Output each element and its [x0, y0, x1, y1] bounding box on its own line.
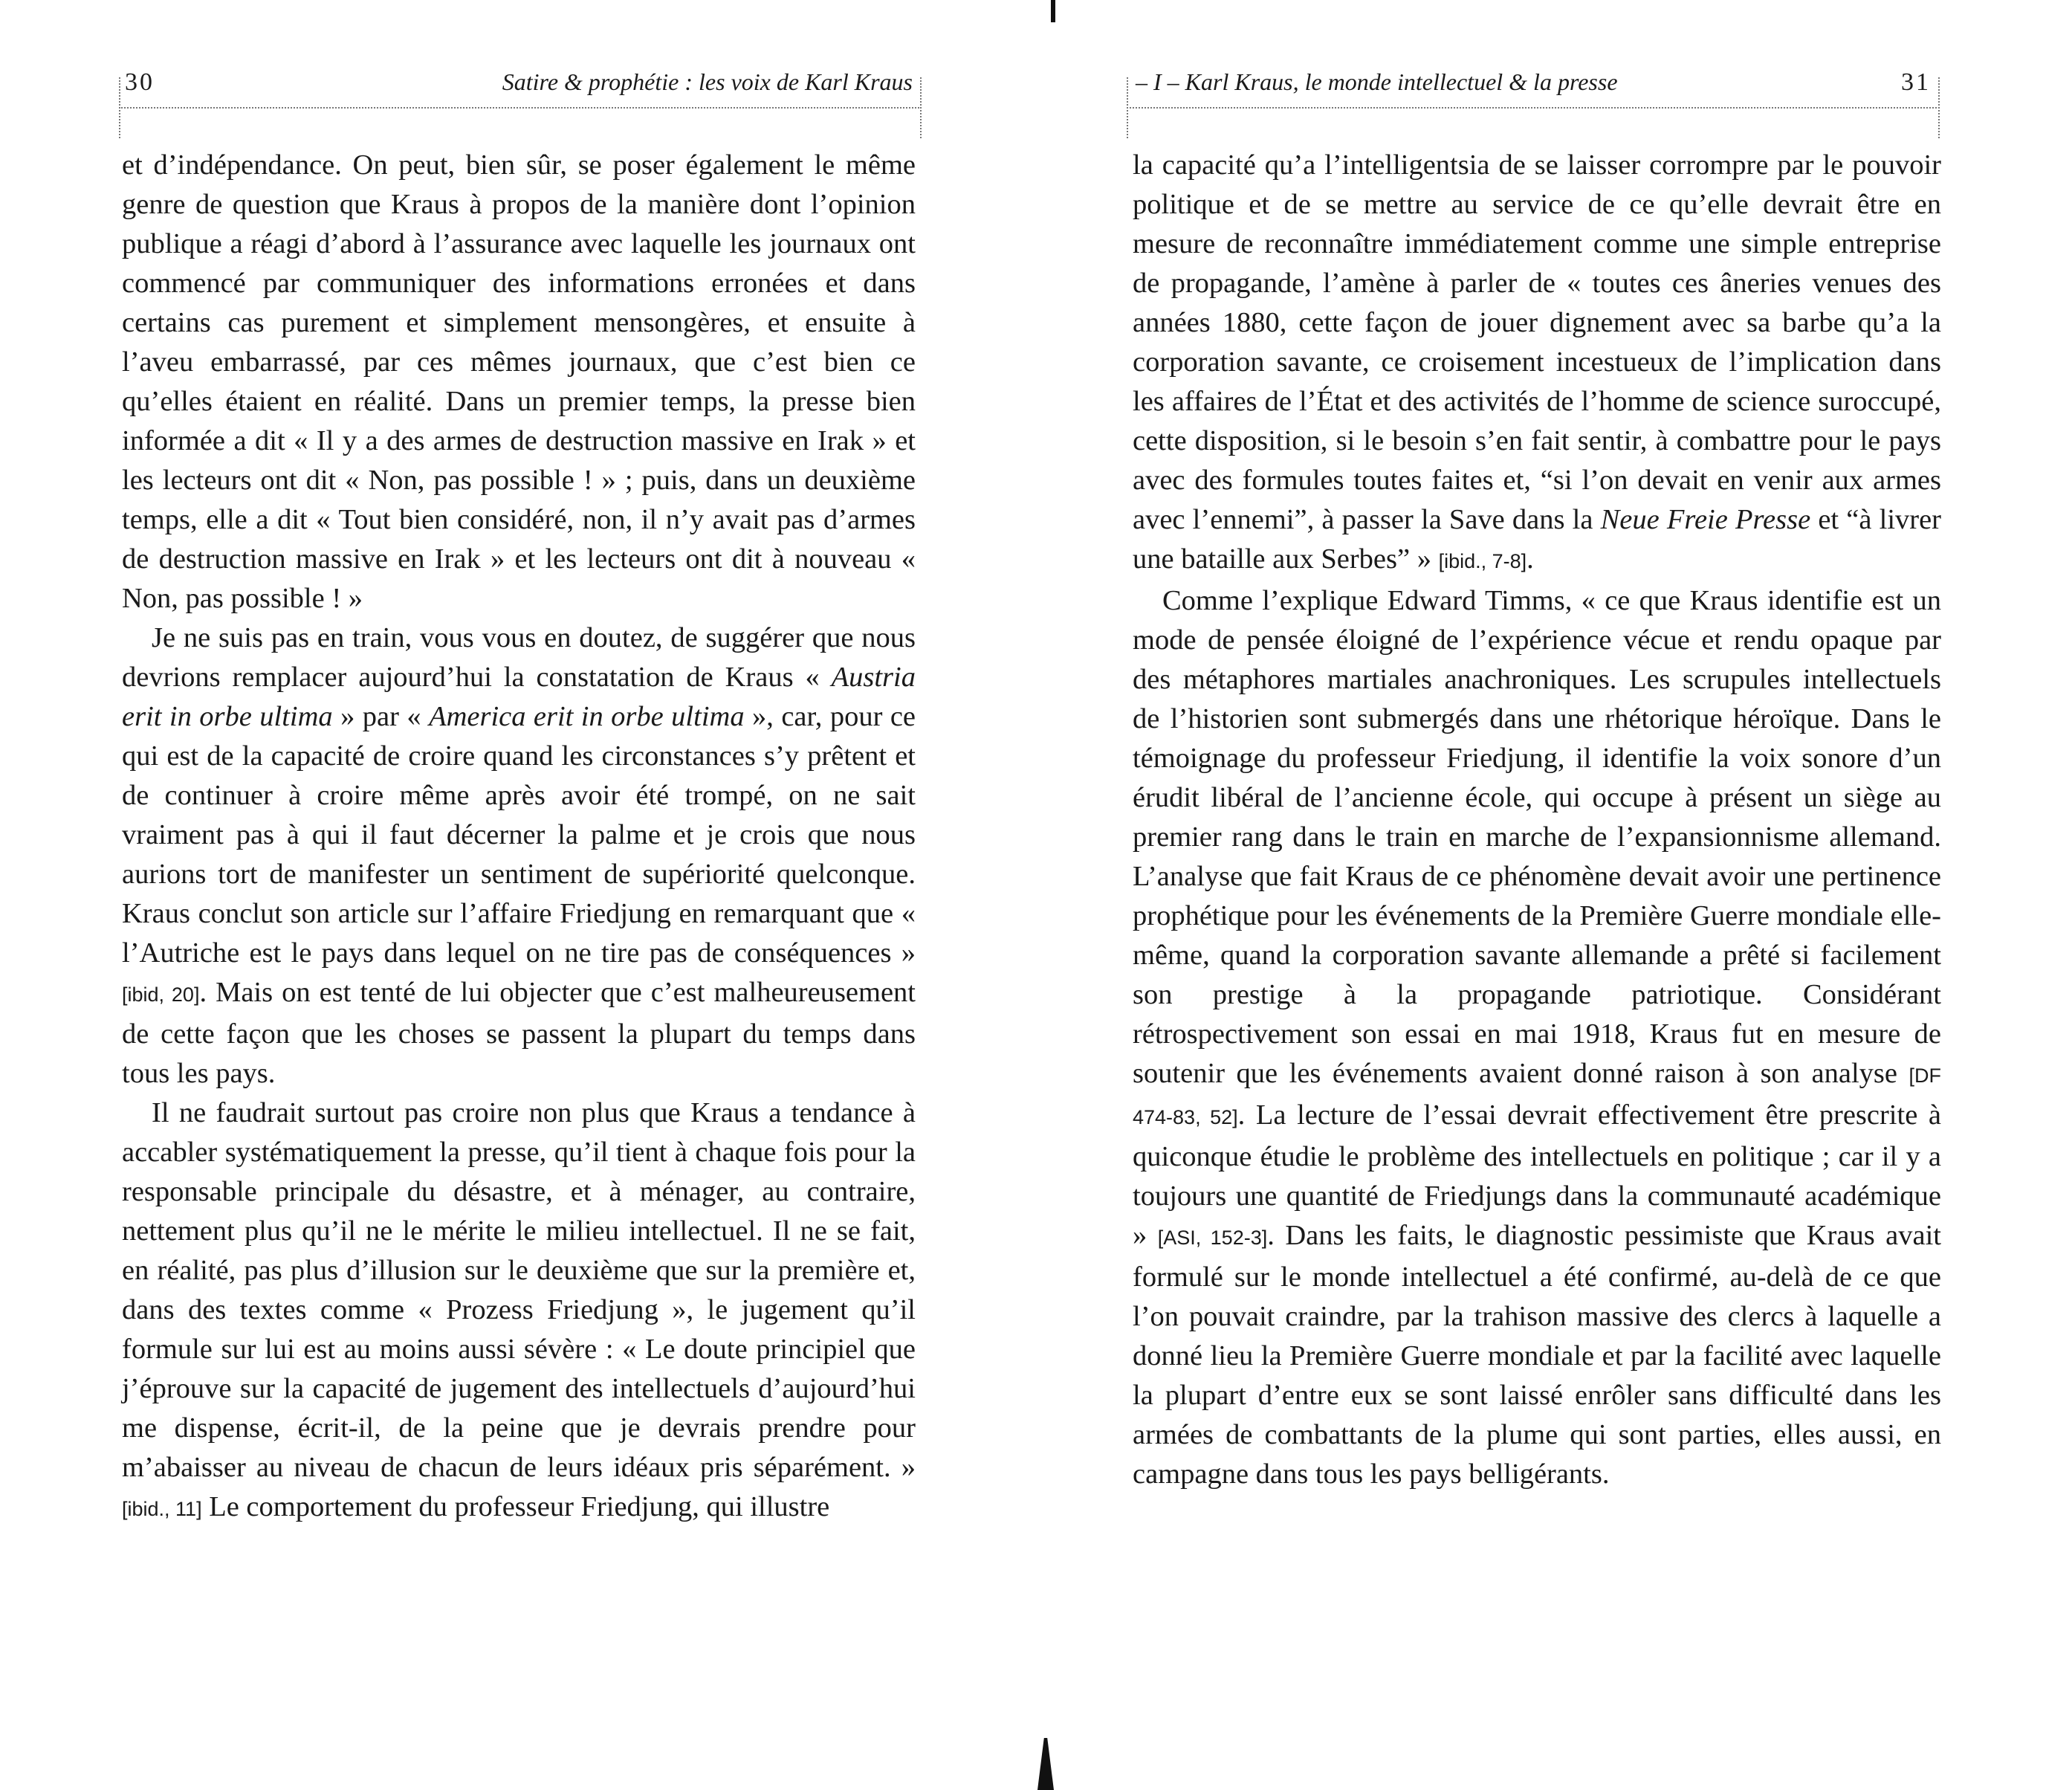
header-rule	[119, 107, 922, 109]
crop-mark	[920, 77, 922, 138]
citation: [DF 474-83, 52]	[1133, 1064, 1941, 1128]
paragraph: et d’indépendance. On peut, bien sûr, se poser également le même genre de question que Kraus à propos de la manière dont l’opinion publique a réagi d’abord à l’assurance avec laquelle les journaux ont commencé par communiquer des informations erronées et dans certains cas purement et simplement mensongères, et ensuite à l’aveu embarrassé, par ces mêmes journaux, que c’est bien ce qu’elles étaient en réalité. Dans un premier temps, la presse bien informée a dit « Il y a des armes de destruction massive en Irak » et les lecteurs ont dit « Non, pas possible ! » ; puis, dans un deuxième temps, elle a dit « Tout bien considéré, non, il n’y avait pas d’armes de destruction massive en Irak » et les lecteurs ont dit à nouveau « Non, pas possible ! »	[122, 149, 916, 614]
header-rule	[1127, 107, 1940, 109]
citation: [ASI, 152-3]	[1157, 1227, 1268, 1249]
citation: [ibid., 7-8]	[1438, 550, 1527, 572]
paragraph: Je ne suis pas en train, vous vous en doutez, de suggérer que nous devrions remplacer aujourd’hui la constatation de Kraus « Austria erit in orbe ultima » par « America erit in orbe ultima », car, pour ce qui est de la capacité de croire quand les circonstances s’y prêtent et de continuer à croire même après avoir été trompé, on ne sait vraiment pas à qui il faut décerner la palme et je crois que nous aurions tort de manifester un sentiment de supériorité quelconque. Kraus conclut son article sur l’affaire Friedjung en remarquant que « l’Autriche est le pays dans lequel on ne tire pas de conséquences » [ibid, 20]. Mais on est tenté de lui objecter que c’est malheureusement de cette façon que les choses se passent la plupart du temps dans tous les pays.	[122, 622, 916, 1089]
left-body-text	[122, 146, 916, 1529]
latin-quote: America erit in orbe ultima	[429, 701, 745, 732]
latin-quote: Austria erit in orbe ultima	[122, 662, 916, 732]
crop-mark	[1127, 77, 1128, 138]
newspaper-title: Neue Freie Presse	[1600, 504, 1811, 535]
right-page-header	[1127, 68, 1940, 113]
citation: [ibid, 20]	[122, 983, 200, 1006]
right-body-text	[1133, 146, 1941, 1494]
right-page	[1036, 0, 2072, 1790]
crop-mark	[119, 77, 120, 138]
page-number: 31	[1901, 68, 1931, 96]
paragraph: Comme l’explique Edward Timms, « ce que Kraus identifie est un mode de pensée éloigné de l’expérience vécue et rendu opaque par des métaphores martiales anachroniques. Les scrupules intellectuels de l’historien sont submergés dans une rhétorique héroïque. Dans le témoignage du professeur Friedjung, il identifie la voix sonore d’un érudit libéral de l’ancienne école, qui occupe à présent un siège au premier rang dans le train en marche de l’expansionnisme allemand. L’analyse que fait Kraus de ce phénomène devait avoir une pertinence prophétique pour les événements de la Première Guerre mondiale elle-même, quand la corporation savante allemande a prêté si facilement son prestige à la propagande patriotique. Considérant rétrospectivement son essai en mai 1918, Kraus fut en mesure de soutenir que les événements avaient donné raison à son analyse [DF 474-83, 52]. La lecture de l’essai devrait effectivement être prescrite à quiconque étudie le problème des intellectuels en politique ; car il y a toujours une quantité de Friedjungs dans la communauté académique » [ASI, 152-3]. Dans les faits, le diagnostic pessimiste que Kraus avait formulé sur le monde intellectuel a été confirmé, au-delà de ce que l’on pouvait craindre, par la trahison massive des clercs à laquelle a donné lieu la Première Guerre mondiale et par la facilité avec laquelle la plupart d’entre eux se sont laissé enrôler sans difficulté dans les armées de combattants de la plume qui sont parties, elles aussi, en campagne dans tous les pays belligérants.	[1133, 585, 1941, 1490]
running-head: Satire & prophétie : les voix de Karl Kraus	[502, 68, 913, 95]
citation: [ibid., 11]	[122, 1498, 202, 1520]
running-head: – I – Karl Kraus, le monde intellectuel & la presse	[1136, 68, 1618, 95]
left-page-header	[119, 68, 922, 113]
crop-mark	[1938, 77, 1940, 138]
paragraph: la capacité qu’a l’intelligentsia de se laisser corrompre par le pouvoir politique et de se mettre au service de ce qu’elle devrait être en mesure de reconnaître immédiatement comme une simple entreprise de propagande, l’amène à parler de « toutes ces âneries venues des années 1880, cette façon de jouer dignement avec sa barbe qu’a la corporation savante, ce croisement incestueux de l’implication dans les affaires de l’État et des activités de l’homme de science suroccupé, cette disposition, si le besoin s’en fait sentir, à combattre pour le pays avec des formules toutes faites et, “si l’on devait en venir aux armes avec l’ennemi”, à passer la Save dans la Neue Freie Presse et “à livrer une bataille aux Serbes” » [ibid., 7-8].	[1133, 149, 1941, 575]
paragraph: Il ne faudrait surtout pas croire non plus que Kraus a tendance à accabler systématiquement la presse, qu’il tient à chaque fois pour la responsable principale du désastre, et à ménager, au contraire, nettement plus qu’il ne le mérite le milieu intellectuel. Il ne se fait, en réalité, pas plus d’illusion sur le deuxième que sur la première et, dans des textes comme « Prozess Friedjung », le jugement qu’il formule sur lui est au moins aussi sévère : « Le doute principiel que j’éprouve sur la capacité de jugement des intellectuels d’aujourd’hui me dispense, écrit-il, de la peine que je devrais prendre pour m’abaisser au niveau de chacun de leurs idéaux pris séparément. » [ibid., 11] Le comportement du professeur Friedjung, qui illustre	[122, 1097, 916, 1522]
page-number: 30	[125, 68, 155, 96]
